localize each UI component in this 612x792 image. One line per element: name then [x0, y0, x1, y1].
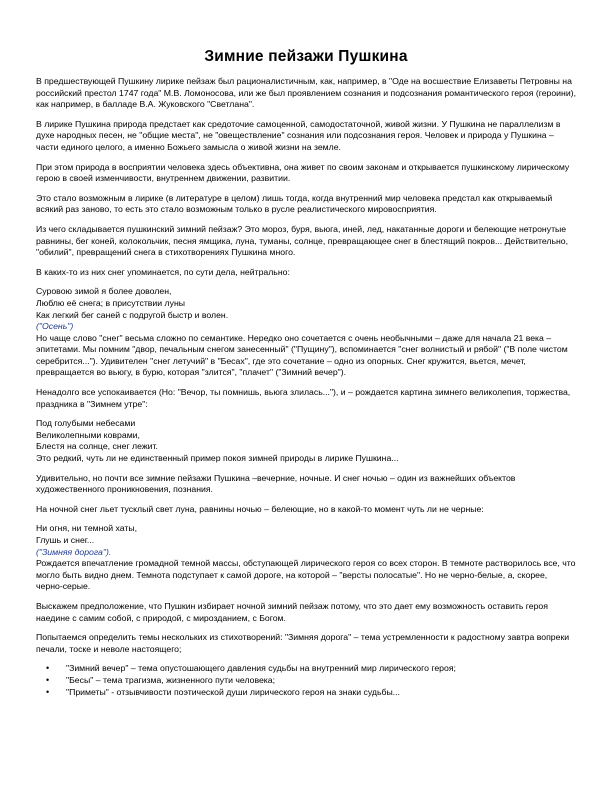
paragraph: Это стало возможным в лирике (в литературе в целом) лишь тогда, когда внутренний мир человека предстал как открываемый всякий раз заново, то есть это стало возможным только в русле реалистического мировосприятия. [36, 192, 553, 215]
themes-list [36, 663, 576, 698]
paragraph: Ненадолго все успокаивается (Но: "Вечор, ты помнишь, вьюга злилась..."), и – рождается картина зимнего великолепия, торжества, праздника в "Зимнем утре": [36, 387, 571, 409]
paragraph: При этом природа в восприятии человека здесь объективна, она живет по своим законам и открывается пушкинскому лирическому герою в своей изменчивости, внутреннем движении, развитии. [36, 161, 570, 184]
verse-line: Это редкий, чуть ли не единственный пример покоя зимней природы в лирике Пушкина... [36, 453, 399, 464]
verse-line: Суровою зимой я более доволен, [36, 286, 172, 297]
verse-caption: ("Зимняя дорога"). [36, 546, 112, 557]
list-item: • "Бесы" – тема трагизма, жизненного пути человека; [66, 675, 576, 687]
verse-line: Великолепными коврами, [36, 429, 140, 440]
paragraph: Рождается впечатление громадной темной массы, обступающей лирического героя со всех сторон. В темноте растворилось все, что могло быть видно днем. Темнота подступает к самой дороге, на которой – "версты полосатые". Но не черно-белые, а, скорее, черно-серые. [36, 558, 576, 592]
verse-line: Люблю её снега; в присутствии луны [36, 297, 185, 308]
verse-winter-road [36, 523, 576, 558]
verse-line: Блестя на солнце, снег лежит. [36, 441, 158, 452]
paragraph: Из чего складывается пушкинский зимний пейзаж? Это мороз, буря, вьюга, иней, лед, накатанные дороги и белеющие нетронутые равнины, бег коней, колокольчик, песня ямщика, луна, туманы, солнце, превращающее снег в блестящий покров... Действительно, "обилий", превращений снега в стихотворениях Пушкина много. [36, 223, 569, 258]
paragraph: В лирике Пушкина природа предстает как средоточие самоценной, самодостаточной, живой жизни. У Пушкина не параллелизм в духе народных песен, не "общие места", не "овеществление" сознания или подсознания героя. Человек и природа у Пушкина – части единого целого, а именно Божьего замысла о живой жизни на земле. [36, 118, 561, 152]
document-page [36, 48, 576, 698]
paragraph: В предшествующей Пушкину лирике пейзаж был рационалистичным, как, например, в "Оде на восшествие Елизаветы Петровны на российский престол 1747 года" М.В. Ломоносова, или же был проявлением сознания и подсознания романтического героя (героини), как например, в балладе В.А. Жуковского "Светлана". [36, 76, 576, 110]
paragraph: На ночной снег льет тусклый свет луна, равнины ночью – белеющие, но в какой-то момент чуть ли не черные: [36, 503, 484, 514]
paragraph: Но чаще слово "снег" весьма сложно по семантике. Нередко оно сочетается с очень необычными – даже для начала 21 века – эпитетами. Мы помним "двор, печальным снегом занесенный" ("Пущину"), вспоминается "снег волнистый и рябой" ("В поле чистом серебрится..."). Удивителен "снег летучий" в "Бесах", где это сочетание – одно из опорных. Снег кружится, вьется, мечет, превращается во вьюгу, в бурю, которая "злится", "плачет" ("Зимний вечер"). [36, 332, 568, 378]
document-title: Зимние пейзажи Пушкина [204, 48, 408, 65]
paragraph: Удивительно, но почти все зимние пейзажи Пушкина –вечерние, ночные. И снег ночью – один из важнейших объектов художественного проникновения, познания. [36, 472, 516, 495]
verse-line: Как легкий бег саней с подругой быстр и волен. [36, 309, 229, 320]
verse-autumn [36, 286, 576, 332]
verse-line: Глушь и снег... [36, 535, 95, 545]
verse-winter-morning [36, 418, 576, 464]
paragraph: Выскажем предположение, что Пушкин избирает ночной зимний пейзаж потому, что это дает ему возможность оставить героя наедине с самим собой, с природой, с мирозданием, с Богом. [36, 600, 548, 623]
paragraph: В каких-то из них снег упоминается, по сути дела, нейтрально: [36, 266, 290, 277]
paragraph: Попытаемся определить темы нескольких из стихотворений: "Зимняя дорога" – тема устремленности к радостному завтра вопреки печали, тоске и неволе настоящего; [36, 632, 570, 654]
verse-line: Под голубыми небесами [36, 418, 136, 429]
verse-line: Ни огня, ни темной хаты, [36, 523, 138, 534]
list-item: • "Приметы" - отзывчивости поэтической души лирического героя на знаки судьбы... [66, 687, 576, 699]
verse-caption: ("Осень") [36, 321, 74, 332]
list-item: • "Зимний вечер" – тема опустошающего давления судьбы на внутренний мир лирического героя; [66, 663, 576, 675]
